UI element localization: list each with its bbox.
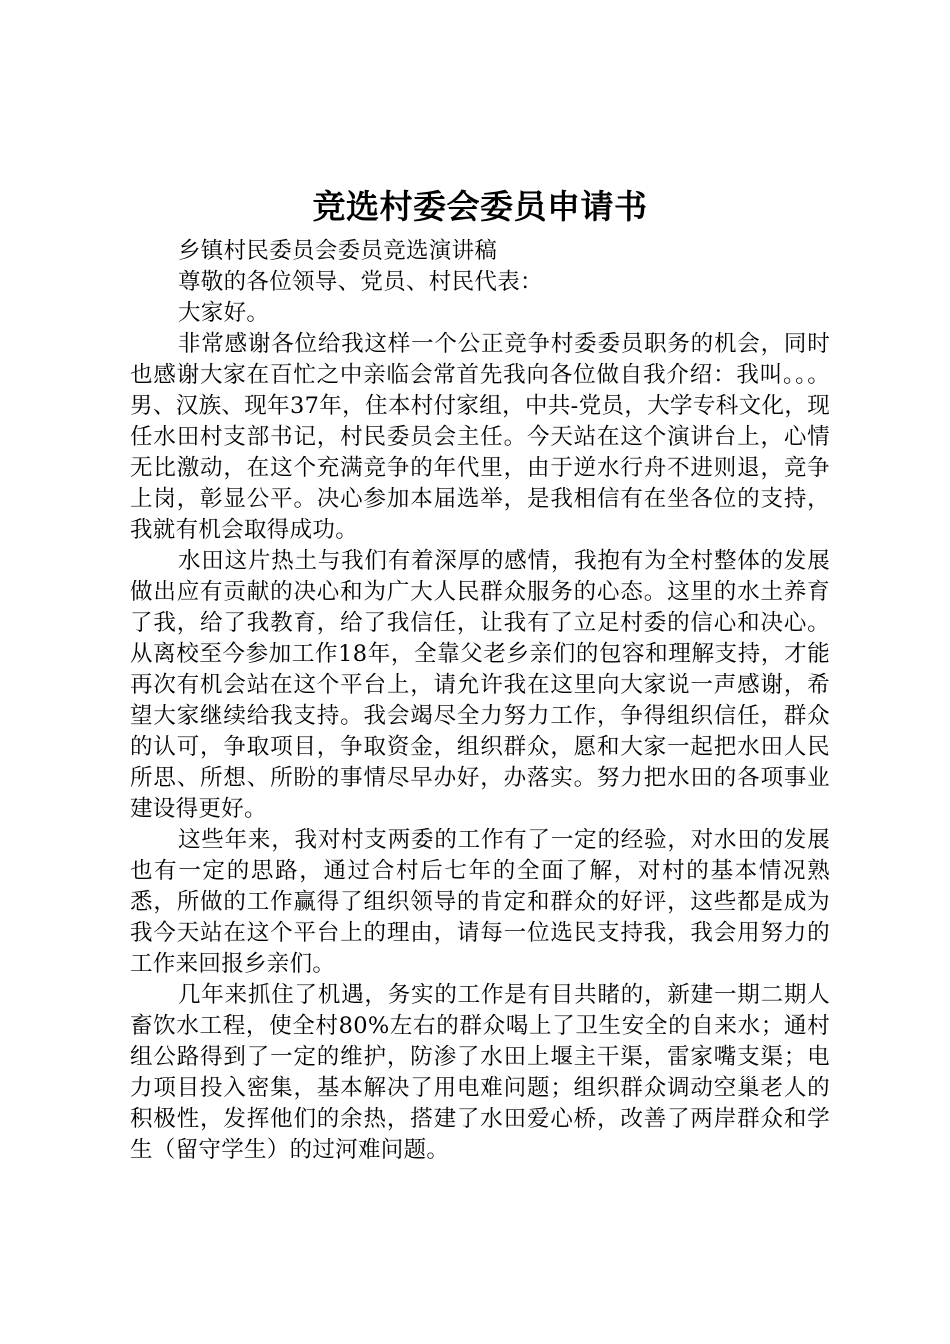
paragraph-subtitle: 乡镇村民委员会委员竞选演讲稿: [178, 238, 498, 264]
document-body: [130, 186, 830, 1166]
paragraph-gratitude: 水田这片热土与我们有着深厚的感情，我抱有为全村整体的发展做出应有贡献的决心和为广大人民群众服务的心态。这里的水土养育了我，给了我教育，给了我信任，让我有了立足村委的信心和决心。从离校至今参加工作18年，全靠父老乡亲们的包容和理解支持，才能再次有机会站在这个平台上，请允许我在这里向大家说一声感谢，希望大家继续给我支持。我会竭尽全力努力工作，争得组织信任，群众的认可，争取项目，争取资金，组织群众，愿和大家一起把水田人民所思、所想、所盼的事情尽早办好，办落实。努力把水田的各项事业建设得更好。: [130, 548, 830, 822]
paragraph-greeting: 大家好。: [178, 300, 270, 326]
paragraph-introduction: 非常感谢各位给我这样一个公正竞争村委委员职务的机会，同时也感谢大家在百忙之中亲临会常首先我向各位做自我介绍：我叫。。。男、汉族、现年37年，住本村付家组，中共-党员，大学专科文化，现任水田村支部书记，村民委员会主任。今天站在这个演讲台上，心情无比激动，在这个充满竞争的年代里，由于逆水行舟不进则退，竞争上岗，彰显公平。决心参加本届选举，是我相信有在坐各位的支持，我就有机会取得成功。: [130, 331, 830, 543]
document-title: 竞选村委会委员申请书: [312, 187, 648, 226]
paragraph-achievements: 几年来抓住了机遇，务实的工作是有目共睹的，新建一期二期人畜饮水工程，使全村80%左右的群众喝上了卫生安全的自来水；通村组公路得到了一定的维护，防渗了水田上堰主干渠，雷家嘴支渠；电力项目投入密集，基本解决了用电难问题；组织群众调动空巢老人的积极性，发挥他们的余热，搭建了水田爱心桥，改善了两岸群众和学生（留守学生）的过河难问题。: [130, 982, 830, 1163]
paragraph-salutation: 尊敬的各位领导、党员、村民代表：: [178, 269, 543, 295]
paragraph-experience: 这些年来，我对村支两委的工作有了一定的经验，对水田的发展也有一定的思路，通过合村后七年的全面了解，对村的基本情况熟悉，所做的工作赢得了组织领导的肯定和群众的好评，这些都是成为我今天站在这个平台上的理由，请每一位选民支持我，我会用努力的工作来回报乡亲们。: [130, 827, 830, 977]
